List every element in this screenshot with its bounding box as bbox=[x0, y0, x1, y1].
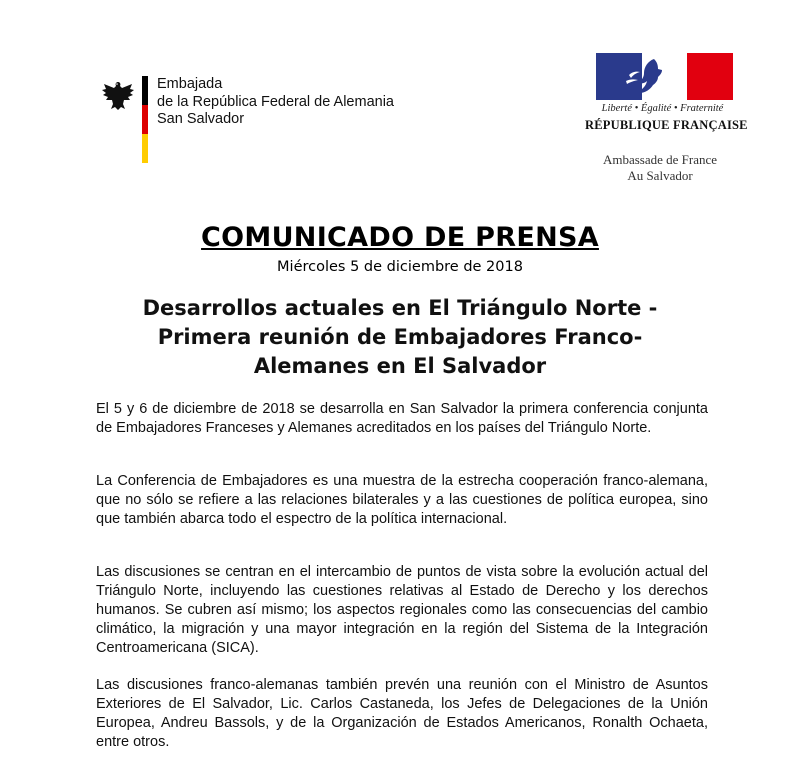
french-embassy-line1: Ambassade de France bbox=[602, 152, 718, 167]
french-embassy-line2: Au Salvador bbox=[627, 168, 693, 183]
german-embassy-name bbox=[157, 76, 394, 129]
headline-line1: Desarrollos actuales en El Triángulo Norte - bbox=[142, 296, 658, 320]
body-paragraph-3: Las discusiones se centran en el intercambio de puntos de vista sobre la evolución actual del Triángulo Norte, incluyendo las cuestiones relativas al Estado de Derecho y los derechos humanos. Se cubren así mismo; los aspectos regionales como las consecuencias del cambio climático, la migración y una mayor integración en la región del Sistema de la Integración Centroamericana (SICA). bbox=[96, 564, 708, 656]
press-release-date: Miércoles 5 de diciembre de 2018 bbox=[277, 259, 523, 275]
headline-line3: Alemanes en El Salvador bbox=[253, 354, 547, 378]
french-embassy-name bbox=[560, 152, 760, 184]
german-embassy-line2: de la República Federal de Alemania bbox=[157, 93, 394, 110]
press-release-title: COMUNICADO DE PRENSA bbox=[201, 222, 599, 253]
body-paragraph-1: El 5 y 6 de diciembre de 2018 se desarrolla en San Salvador la primera conferencia conjunta de Embajadores Franceses y Alemanes acreditados en los países del Triángulo Norte. bbox=[96, 401, 708, 436]
headline bbox=[60, 294, 740, 381]
german-eagle-icon bbox=[100, 78, 136, 112]
republique-francaise-label: RÉPUBLIQUE FRANÇAISE bbox=[585, 118, 748, 132]
german-embassy-line3: San Salvador bbox=[157, 111, 245, 127]
french-motto: Liberté • Égalité • Fraternité bbox=[601, 103, 724, 114]
body-paragraph-2: La Conferencia de Embajadores es una muestra de la estrecha cooperación franco-alemana, que no sólo se refiere a las relaciones bilaterales y a las cuestiones de política europea, sino que también abarca todo el espectro de la política internacional. bbox=[96, 473, 708, 527]
marianne-logo-icon bbox=[596, 53, 733, 100]
german-embassy-line1: Embajada bbox=[157, 76, 223, 92]
body-paragraph-4: Las discusiones franco-alemanas también prevén una reunión con el Ministro de Asuntos Exteriores de El Salvador, Lic. Carlos Castaneda, los Jefes de Delegaciones de la Unión Europea, Andreu Bassols, y de la Organización de Estados Americanos, Ronalth Ochaeta, entre otros. bbox=[96, 677, 708, 750]
german-flag-bar bbox=[142, 76, 148, 163]
headline-line2: Primera reunión de Embajadores Franco- bbox=[157, 325, 643, 349]
